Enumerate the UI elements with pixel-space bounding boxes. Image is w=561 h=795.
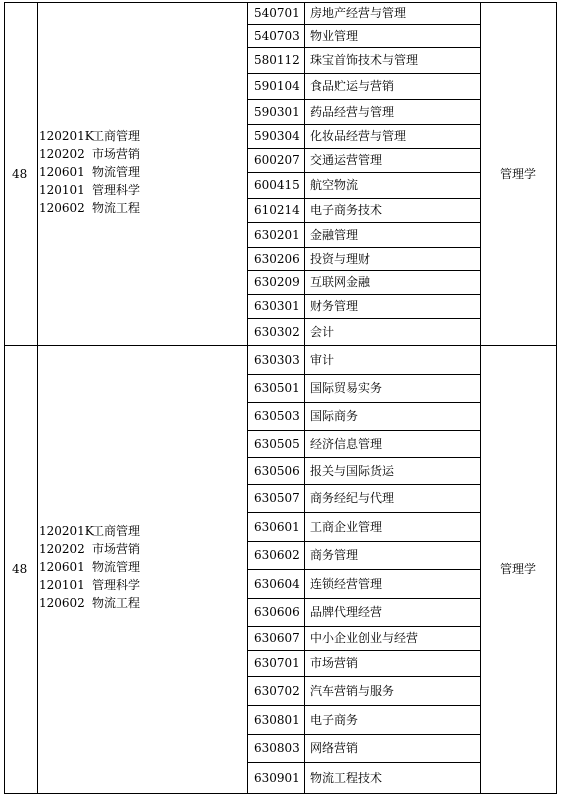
major-name: 物流管理 [92, 560, 141, 574]
program-name: 经济信息管理 [310, 436, 383, 451]
block-border-bottom [4, 793, 556, 794]
row-divider [247, 430, 480, 431]
row-divider [247, 73, 480, 74]
program-name: 食品贮运与营销 [310, 79, 395, 93]
program-name: 财务管理 [310, 299, 359, 313]
program-code: 630607 [254, 631, 300, 645]
major-name: 市场营销 [92, 146, 141, 161]
row-divider [247, 705, 480, 706]
row-divider [247, 294, 480, 295]
program-code: 630206 [254, 251, 300, 266]
major-name: 物流工程 [92, 200, 141, 215]
program-code: 630701 [254, 656, 300, 670]
row-divider [247, 484, 480, 485]
program-code: 630801 [254, 712, 300, 727]
row-divider [247, 148, 480, 149]
major-name: 物流管理 [92, 164, 141, 179]
major-name: 工商管理 [92, 128, 141, 143]
major-name: 市场营销 [92, 542, 141, 556]
program-code: 630302 [254, 324, 300, 339]
block-border-top [4, 2, 556, 3]
program-name: 报关与国际货运 [310, 463, 395, 478]
major-code: 120601 [39, 164, 85, 179]
program-code: 540701 [254, 6, 300, 20]
program-name: 商务管理 [310, 548, 359, 562]
program-name: 会计 [310, 324, 335, 339]
program-name: 国际贸易实务 [310, 381, 383, 395]
program-name: 交通运营管理 [310, 153, 383, 167]
program-code: 610214 [254, 203, 300, 217]
row-divider [247, 47, 480, 48]
program-name: 药品经营与管理 [310, 104, 395, 119]
major-name: 管理科学 [92, 578, 141, 592]
row-divider [247, 598, 480, 599]
program-name: 国际商务 [310, 409, 359, 423]
major-code: 120601 [39, 560, 85, 574]
row-divider [247, 676, 480, 677]
column-divider [37, 2, 38, 346]
program-name: 连锁经营管理 [310, 576, 383, 591]
row-divider [247, 374, 480, 375]
major-name: 物流工程 [92, 596, 141, 610]
major-code: 120602 [39, 200, 85, 215]
program-name: 航空物流 [310, 178, 359, 192]
program-name: 金融管理 [310, 227, 359, 242]
program-code: 630803 [254, 741, 300, 755]
serial-number: 48 [12, 166, 28, 181]
column-divider [4, 345, 5, 794]
program-code: 580112 [254, 53, 300, 67]
column-divider [4, 2, 5, 346]
row-divider [247, 24, 480, 25]
major-code: 120201K [39, 524, 94, 538]
program-code: 600415 [254, 178, 300, 192]
row-divider [247, 222, 480, 223]
major-code: 120202 [39, 542, 85, 556]
row-divider [247, 541, 480, 542]
program-code: 630303 [254, 352, 300, 367]
row-divider [247, 512, 480, 513]
program-name: 中小企业创业与经营 [310, 631, 419, 645]
program-name: 电子商务 [310, 712, 359, 727]
row-divider [247, 457, 480, 458]
row-divider [247, 172, 480, 173]
row-divider [247, 198, 480, 199]
column-divider [37, 345, 38, 794]
row-divider [247, 569, 480, 570]
program-code: 590304 [254, 129, 300, 143]
program-code: 590104 [254, 79, 300, 93]
program-code: 630209 [254, 275, 300, 289]
major-name: 管理科学 [92, 182, 141, 197]
program-code: 630201 [254, 227, 300, 242]
serial-number: 48 [12, 562, 28, 576]
major-name: 工商管理 [92, 524, 141, 538]
program-code: 630501 [254, 381, 300, 395]
program-code: 630503 [254, 409, 300, 423]
major-code: 120101 [39, 578, 85, 592]
major-code: 120101 [39, 182, 85, 197]
program-code: 540703 [254, 28, 300, 43]
program-code: 630702 [254, 683, 300, 698]
program-code: 630505 [254, 436, 300, 451]
block-border-top [4, 345, 556, 346]
row-divider [247, 99, 480, 100]
program-name: 物业管理 [310, 28, 359, 43]
discipline-label: 管理学 [500, 166, 537, 181]
row-divider [247, 734, 480, 735]
program-name: 品牌代理经营 [310, 605, 383, 619]
program-code: 630506 [254, 463, 300, 478]
major-code: 120202 [39, 146, 85, 161]
program-name: 电子商务技术 [310, 203, 383, 217]
program-code: 590301 [254, 104, 300, 119]
program-name: 物流工程技术 [310, 770, 383, 785]
program-name: 商务经纪与代理 [310, 491, 395, 505]
program-name: 汽车营销与服务 [310, 683, 395, 698]
program-code: 630606 [254, 605, 300, 619]
row-divider [247, 626, 480, 627]
row-divider [247, 247, 480, 248]
program-code: 630601 [254, 519, 300, 534]
row-divider [247, 124, 480, 125]
program-code: 600207 [254, 153, 300, 167]
program-code: 630604 [254, 576, 300, 591]
program-name: 投资与理财 [310, 251, 371, 266]
row-divider [247, 270, 480, 271]
program-name: 工商企业管理 [310, 519, 383, 534]
major-code: 120201K [39, 128, 94, 143]
program-code: 630602 [254, 548, 300, 562]
column-divider [480, 345, 481, 794]
program-name: 珠宝首饰技术与管理 [310, 53, 419, 67]
program-name: 网络营销 [310, 741, 359, 755]
program-code: 630901 [254, 770, 300, 785]
program-name: 市场营销 [310, 656, 359, 670]
program-name: 化妆品经营与管理 [310, 129, 407, 143]
column-divider [556, 2, 557, 346]
program-code: 630507 [254, 491, 300, 505]
program-name: 房地产经营与管理 [310, 6, 407, 20]
program-name: 审计 [310, 352, 335, 367]
major-code: 120602 [39, 596, 85, 610]
program-name: 互联网金融 [310, 275, 371, 289]
row-divider [247, 318, 480, 319]
row-divider [247, 402, 480, 403]
program-code: 630301 [254, 299, 300, 313]
row-divider [247, 762, 480, 763]
row-divider [247, 650, 480, 651]
column-divider [480, 2, 481, 346]
column-divider [556, 345, 557, 794]
discipline-label: 管理学 [500, 562, 537, 576]
